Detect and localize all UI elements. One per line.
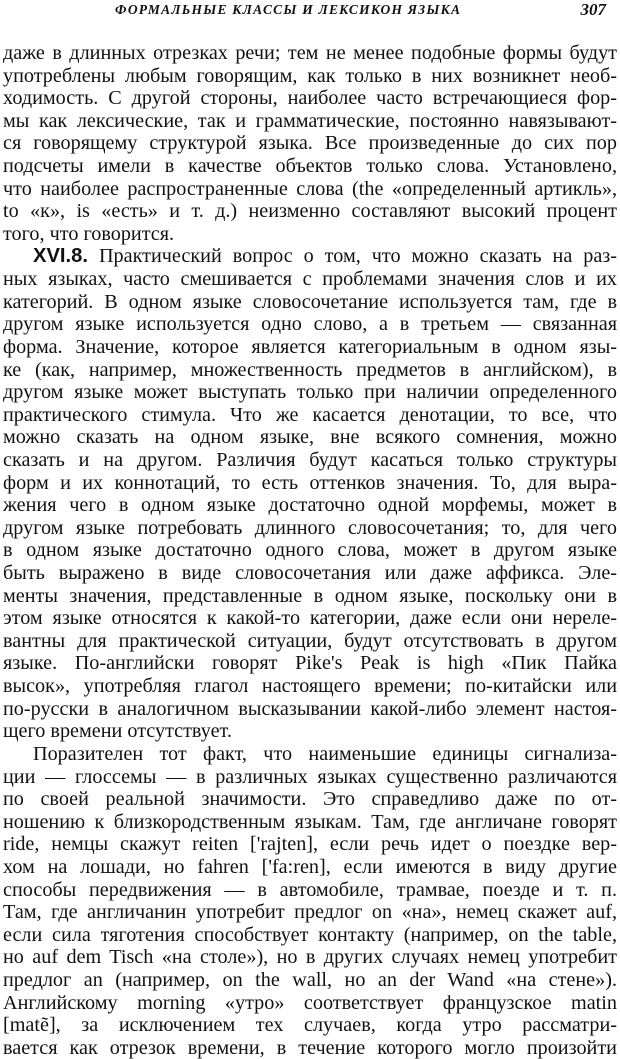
paragraph bbox=[3, 42, 617, 245]
text-line: другом языке потребовать длинного словосочетания; то, для чего bbox=[3, 516, 617, 539]
text-line: другом языке используется одно слово, а в третьем — связанная bbox=[3, 313, 617, 336]
text-line: ходимость. С другой стороны, наиболее часто встречающиеся фор- bbox=[3, 87, 617, 110]
text-line: в одном языке достаточно одного слова, может в другом языке bbox=[3, 539, 617, 562]
text-line: Поразителен тот факт, что наименьшие единицы сигнализа- bbox=[33, 742, 617, 765]
text-line: того, что говорится. bbox=[3, 222, 175, 245]
text-line: если сила тяготения способствует контакту (например, on the table, bbox=[3, 923, 617, 946]
text-line: по-русски в аналогичном высказывании какой-либо элемент настоя- bbox=[3, 697, 617, 720]
text-line: мы как лексические, так и грамматические, постоянно навязывают- bbox=[3, 109, 617, 132]
text-line: предлог an (например, on the wall, но an der Wand «на стене»). bbox=[3, 968, 617, 991]
text-line: ношению к близкородственным языкам. Там, где англичане говорят bbox=[3, 810, 617, 833]
text-line: сказать и на другом. Различия будут касаться только структуры bbox=[3, 448, 617, 471]
body-text bbox=[3, 42, 617, 1059]
paragraph bbox=[3, 245, 617, 742]
text-line: даже в длинных отрезках речи; тем не менее подобные формы будут bbox=[3, 42, 617, 64]
text-line: можно сказать на одном языке, вне всякого сомнения, можно bbox=[3, 426, 617, 449]
text-line: [matẽ], за исключением тех случаев, когда утро рассматри- bbox=[3, 1014, 617, 1037]
text-line: практического стимула. Что же касается денотации, то все, что bbox=[3, 403, 617, 426]
text-line: языке. По-английски говорят Pike's Peak is high «Пик Пайка bbox=[3, 652, 617, 675]
text-line: Там, где англичанин употребит предлог on «на», немец скажет auf, bbox=[3, 901, 617, 924]
text-line: употреблены любым говорящим, как только в них возникнет необ- bbox=[3, 64, 617, 87]
text-line: Английскому morning «утро» соответствует французское matin bbox=[3, 991, 617, 1014]
running-title: ФОРМАЛЬНЫЕ КЛАССЫ И ЛЕКСИКОН ЯЗЫКА bbox=[115, 2, 462, 17]
section-number: XVI.8. bbox=[33, 245, 88, 268]
text-line: способы передвижения — в автомобиле, трамвае, поезде и т. п. bbox=[3, 878, 617, 901]
text-line: высок», употребляя глагол настоящего времени; по-китайски или bbox=[3, 675, 617, 698]
text-line: менты значения, представленные в одном языке, поскольку они в bbox=[3, 584, 617, 607]
text-line: ных языках, часто смешивается с проблемами значения слов и их bbox=[3, 268, 617, 291]
text-line-rest: Практический вопрос о том, что можно сказать на раз- bbox=[87, 245, 617, 268]
text-line: ride, немцы скажут reiten ['rajten], если речь идет о поездке вер- bbox=[3, 833, 617, 856]
page-number: 307 bbox=[580, 0, 606, 19]
text-line: форм и их коннотаций, то есть оттенков значения. То, для выра- bbox=[3, 471, 617, 494]
text-line: форма. Значение, которое является категориальным в одном язы- bbox=[3, 335, 617, 358]
text-line: но auf dem Tisch «на столе»), но в других случаях немец употребит bbox=[3, 946, 617, 969]
text-line: ке (как, например, множественность предметов в английском), в bbox=[3, 358, 617, 381]
text-line: щего времени отсутствует. bbox=[3, 720, 232, 743]
text-line: быть выражено в виде словосочетания или даже аффикса. Эле- bbox=[3, 562, 617, 585]
text-line: ся говорящему структурой языка. Все произведенные до сих пор bbox=[3, 132, 617, 155]
text-line: по своей реальной значимости. Это справедливо даже по от- bbox=[3, 788, 617, 811]
paragraph bbox=[3, 743, 617, 1059]
text-line bbox=[3, 245, 617, 268]
text-line: вантны для практической ситуации, будут отсутствовать в другом bbox=[3, 629, 617, 652]
text-line: вается как отрезок времени, в течение которого могло произойти bbox=[3, 1036, 617, 1059]
text-line: ции — глоссемы — в различных языках существенно различаются bbox=[3, 765, 617, 788]
text-line: категорий. В одном языке словосочетание используется там, где в bbox=[3, 290, 617, 313]
text-line: хом на лошади, но fahren ['fa:ren], если имеются в виду другие bbox=[3, 855, 617, 878]
text-line: другом языке может выступать только при наличии определенного bbox=[3, 381, 617, 404]
text-line: жения чего в одном языке достаточно одной морфемы, может в bbox=[3, 494, 617, 517]
text-line: to «к», is «есть» и т. д.) неизменно составляют высокий процент bbox=[3, 200, 617, 223]
text-line: что наиболее распространенные слова (the «определенный артикль», bbox=[3, 177, 617, 200]
text-line: этом языке относятся к какой-то категории, даже если они нереле- bbox=[3, 607, 617, 630]
text-line: подсчеты имели в качестве объектов только слова. Установлено, bbox=[3, 155, 617, 178]
